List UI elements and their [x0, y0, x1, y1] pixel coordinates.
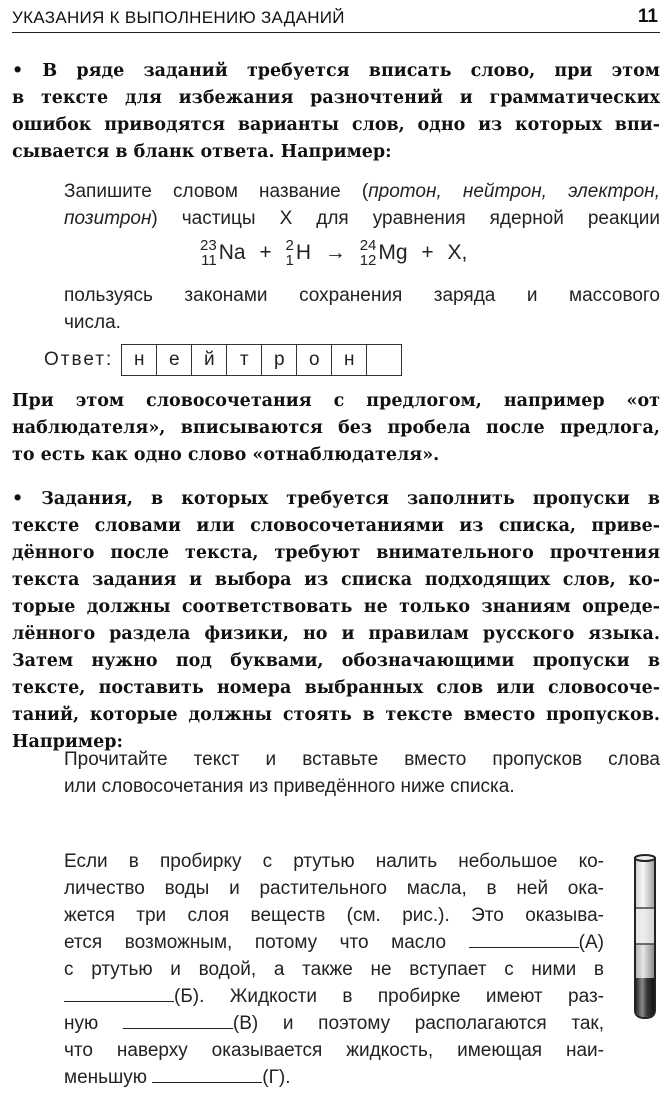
text-line: Если в пробирку с ртутью налить небольшое ко- — [64, 851, 604, 872]
answer-label: Ответ: — [44, 349, 114, 370]
plus-sign: + — [421, 241, 434, 264]
paragraph-fill-gaps — [12, 486, 660, 756]
running-title: УКАЗАНИЯ К ВЫПОЛНЕНИЮ ЗАДАНИЙ — [12, 8, 345, 27]
mass-number: 24 — [359, 237, 377, 254]
text-line — [64, 178, 660, 205]
example-task-2-instruction — [64, 746, 660, 800]
text-line: тексте словами или словосочетаниями из списка, приве- — [12, 516, 660, 536]
answer-cell: е — [157, 345, 192, 375]
answer-cells — [121, 344, 402, 376]
gap-a-label: (А) — [578, 932, 604, 953]
text-line: Затем нужно под буквами, обозначающими пропуски в — [12, 651, 660, 671]
test-tube-illustration — [630, 852, 660, 1022]
text-line: Например: — [12, 732, 123, 752]
charge-number: 1 — [285, 252, 294, 269]
text-line — [64, 983, 604, 1010]
element-symbol: Mg — [378, 241, 408, 264]
gap-a-blank — [469, 929, 579, 948]
text-fragment: ) частицы X для уравнения ядерной реакции — [151, 208, 660, 229]
mercury-layer — [636, 978, 654, 1017]
text-line: тексте, поставить номера выбранных слов или словосоче- — [12, 678, 660, 698]
nuclide-mg — [360, 238, 408, 268]
text-line: Прочитайте текст и вставьте вместо пропусков слова — [64, 749, 660, 770]
element-symbol: Na — [218, 241, 246, 264]
answer-cell: т — [227, 345, 262, 375]
page-header — [12, 6, 660, 33]
text-fragment: ную — [64, 1013, 99, 1034]
text-fragment: (Б). Жидкости в пробирке имеют раз- — [174, 986, 604, 1007]
text-line: что наверху оказывается жидкость, имеющая наи- — [64, 1040, 604, 1061]
answer-cell — [367, 345, 401, 375]
italic-fragment: позитрон — [64, 208, 152, 229]
example-task-2-text — [64, 848, 604, 1091]
plus-sign: + — [259, 241, 272, 264]
paragraph-prepositions — [12, 388, 660, 469]
text-line: При этом словосочетания с предлогом, например «от — [12, 391, 660, 411]
answer-cell: й — [192, 345, 227, 375]
nuclear-reaction-formula — [200, 238, 467, 268]
text-line: • В ряде заданий требуется вписать слово, при этом — [12, 61, 660, 81]
text-line: таний, которые должны стоять в тексте вместо пропусков. — [12, 705, 660, 725]
text-fragment: Запишите словом название ( — [64, 181, 369, 202]
text-line: числа. — [64, 312, 121, 333]
text-line — [64, 205, 660, 232]
nuclide-na — [200, 238, 246, 268]
answer-cell: о — [297, 345, 332, 375]
text-line — [64, 1010, 604, 1037]
text-line: дённого после текста, требуют внимательного прочтения — [12, 543, 660, 563]
answer-cell: н — [332, 345, 367, 375]
text-line: торые должны соответствовать не только знаниям опреде- — [12, 597, 660, 617]
paragraph-fill-word — [12, 58, 660, 166]
italic-fragment: протон, нейтрон, электрон, — [368, 181, 660, 202]
nuclide-h — [286, 238, 312, 268]
text-line: пользуясь законами сохранения заряда и массового — [64, 285, 660, 306]
mass-number: 23 — [200, 237, 217, 254]
text-line: • Задания, в которых требуется заполнить пропуски в — [12, 489, 660, 509]
text-fragment: меньшую — [64, 1067, 148, 1088]
charge-number: 11 — [201, 252, 217, 269]
mass-number: 2 — [285, 237, 294, 254]
text-line: ошибок приводятся варианты слов, одно из которых впи- — [12, 115, 660, 135]
water-layer — [636, 944, 654, 978]
text-line: то есть как одно слово «отнаблюдателя». — [12, 445, 440, 465]
text-line: с ртутью и водой, а также не вступает с ними в — [64, 959, 604, 980]
answer-cell: н — [122, 345, 157, 375]
text-line: наблюдателя», вписываются без пробела после предлога, — [12, 418, 660, 438]
element-symbol: H — [295, 241, 312, 264]
gap-b-blank — [64, 983, 174, 1002]
oil-layer — [636, 908, 654, 944]
gap-g-label: (Г). — [262, 1067, 291, 1088]
text-line: или словосочетания из приведённого ниже списка. — [64, 776, 515, 797]
text-line: лённого раздела физики, но и правилам русского языка. — [12, 624, 660, 644]
element-symbol: X, — [447, 241, 468, 264]
text-line: личество воды и растительного масла, в ней ока- — [64, 878, 604, 899]
text-line: в тексте для избежания разночтений и грамматических — [12, 88, 660, 108]
text-line: сывается в бланк ответа. Например: — [12, 142, 392, 162]
arrow-icon: → — [324, 241, 346, 264]
example-task-1-continued — [64, 282, 660, 336]
text-line: текста задания и выбора из списка подходящих слов, ко- — [12, 570, 660, 590]
charge-number: 12 — [359, 252, 377, 269]
answer-cell: р — [262, 345, 297, 375]
text-fragment: ется возможным, потому что масло — [64, 932, 447, 953]
text-line — [64, 929, 604, 956]
answer-row — [44, 344, 402, 376]
text-line — [64, 1064, 604, 1091]
gap-v-blank — [123, 1010, 233, 1029]
example-task-1 — [64, 178, 660, 232]
text-fragment: (В) и поэтому располагаются так, — [232, 1013, 604, 1034]
gap-g-blank — [152, 1064, 262, 1083]
text-line: жется три слоя веществ (см. рис.). Это оказыва- — [64, 905, 604, 926]
page-number: 11 — [637, 6, 658, 27]
